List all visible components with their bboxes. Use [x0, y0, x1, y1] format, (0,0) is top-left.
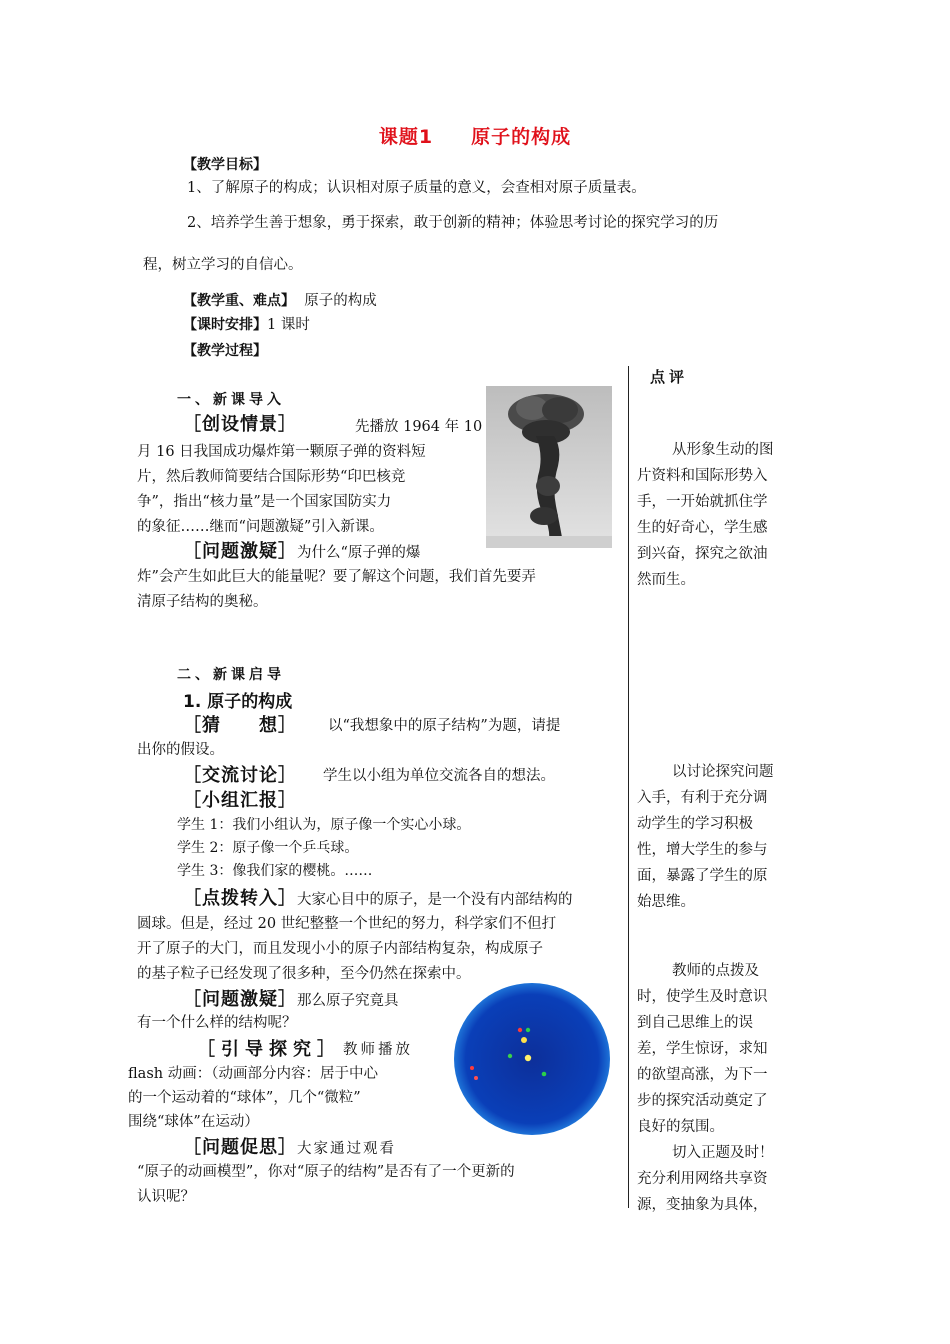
comment-1-line: 生的好奇心，学生感 [637, 520, 768, 536]
comment-3-line: 差，学生惊讶，求知 [637, 1041, 768, 1057]
turn-line-2: 圆球。但是，经过 20 世纪整整一个世纪的努力，科学家们不但打 [137, 916, 557, 932]
discuss-text: 学生以小组为单位交流各自的想法。 [323, 768, 555, 784]
section-2-heading: 二、新课启导 [177, 667, 285, 683]
key-header: 【教学重、难点】 [183, 293, 295, 309]
label-guess: ［猜 想］ [183, 715, 297, 736]
block-question-2 [183, 985, 399, 1014]
student-2: 学生 2：原子像一个乒乓球。 [177, 840, 359, 856]
scenario-line-1: 先播放 1964 年 10 [355, 419, 483, 435]
time-value: 1 课时 [267, 317, 310, 333]
comment-2 [637, 759, 789, 915]
process-header: 【教学过程】 [183, 343, 267, 359]
comment-3-line: 教师的点拨及 [672, 963, 759, 979]
goals-header: 【教学目标】 [183, 157, 267, 173]
page-title [0, 122, 950, 149]
comment-1 [637, 437, 789, 593]
question-1-line-1: 为什么“原子弹的爆 [297, 545, 421, 561]
label-scenario: ［创设情景］ [183, 414, 297, 435]
comment-3-line: 充分利用网络共享资 [637, 1171, 768, 1187]
title-text: 原子的构成 [471, 126, 572, 148]
atom-animation-image [452, 982, 612, 1136]
turn-line-4: 的基子粒子已经发现了很多种，至今仍然在探索中。 [137, 966, 471, 982]
question-2-line-2: 有一个什么样的结构呢？ [137, 1015, 297, 1031]
comment-3-line: 良好的氛围。 [637, 1119, 724, 1135]
guide-line-3: 的一个运动着的“球体”，几个“微粒” [128, 1090, 361, 1106]
block-guide [197, 1035, 341, 1061]
comment-3-line: 的欲望高涨，为下一 [637, 1067, 768, 1083]
time-header: 【课时安排】 [183, 317, 267, 333]
block-discuss [183, 761, 297, 787]
comment-1-line: 到兴奋，探究之欲油 [637, 546, 768, 562]
comment-1-line: 从形象生动的图 [672, 442, 774, 458]
think-line-1: 大家通过观看 [297, 1141, 396, 1157]
comment-3-line: 源，变抽象为具体， [637, 1197, 768, 1213]
comment-2-line: 入手，有利于充分调 [637, 790, 768, 806]
block-guess [183, 711, 297, 737]
comment-2-line: 面，暴露了学生的原 [637, 868, 768, 884]
subsection-1-heading: 1. 原子的构成 [183, 692, 293, 712]
label-discuss: ［交流讨论］ [183, 765, 297, 786]
time-arrangement [183, 314, 310, 336]
scenario-line-3: 片，然后教师简要结合国际形势“印巴核竞 [137, 469, 406, 485]
scenario-line-4: 争”，指出“核力量”是一个国家国防实力 [137, 494, 392, 510]
goal-item-1: 1、了解原子的构成；认识相对原子质量的意义，会查相对原子质量表。 [187, 180, 646, 196]
student-3: 学生 3：像我们家的樱桃。…… [177, 863, 373, 879]
guess-line-2: 出你的假设。 [137, 742, 224, 758]
question-1-line-2: 炸”会产生如此巨大的能量呢？要了解这个问题，我们首先要弄 [137, 569, 536, 585]
comment-2-line: 性，增大学生的参与 [637, 842, 768, 858]
guess-line-1: 以“我想象中的原子结构”为题，请提 [328, 718, 561, 734]
key-points [183, 290, 377, 312]
question-1-line-3: 清原子结构的奥秘。 [137, 594, 268, 610]
label-think: ［问题促思］ [183, 1137, 297, 1158]
comment-1-line: 然而生。 [637, 572, 695, 588]
scenario-line-2: 月 16 日我国成功爆炸第一颗原子弹的资料短 [137, 444, 426, 460]
goal-item-2-line-2: 程，树立学习的自信心。 [143, 257, 303, 273]
scenario-line-5: 的象征……继而“问题激疑”引入新课。 [137, 519, 384, 535]
label-question-2: ［问题激疑］ [183, 989, 297, 1010]
comment-2-line: 以讨论探究问题 [672, 764, 774, 780]
block-scenario [183, 412, 297, 439]
comment-3-line: 切入正题及时！ [672, 1145, 774, 1161]
comment-2-line: 始思维。 [637, 894, 695, 910]
comment-1-line: 片资料和国际形势入 [637, 468, 768, 484]
comment-header: 点评 [650, 368, 689, 386]
label-question-1: ［问题激疑］ [183, 541, 297, 562]
think-line-2: “原子的动画模型”，你对“原子的结构”是否有了一个更新的 [137, 1164, 515, 1180]
key-value: 原子的构成 [304, 293, 377, 309]
label-report: ［小组汇报］ [183, 790, 297, 811]
column-divider [628, 366, 629, 1208]
label-guide: ［引导探究］ [197, 1039, 341, 1060]
comment-3-line: 到自己思维上的误 [637, 1015, 753, 1031]
mushroom-cloud-photo [486, 386, 612, 548]
think-line-3: 认识呢？ [137, 1189, 195, 1205]
block-turn [183, 884, 573, 913]
title-number: 课题1 [378, 126, 434, 148]
turn-line-1: 大家心目中的原子，是一个没有内部结构的 [297, 892, 573, 908]
comment-3-line: 时，使学生及时意识 [637, 989, 768, 1005]
block-question-1 [183, 537, 420, 566]
block-think [183, 1133, 396, 1162]
comment-2-line: 动学生的学习积极 [637, 816, 753, 832]
label-turn: ［点拨转入］ [183, 888, 297, 909]
guide-line-4: 围绕“球体”在运动） [128, 1114, 259, 1130]
guide-line-2: flash 动画：（动画部分内容：居于中心 [128, 1066, 378, 1082]
section-1-heading: 一、新课导入 [177, 392, 285, 408]
comment-3-line: 步的探究活动奠定了 [637, 1093, 768, 1109]
turn-line-3: 开了原子的大门，而且发现小小的原子内部结构复杂，构成原子 [137, 941, 543, 957]
goal-item-2-line-1: 2、培养学生善于想象，勇于探索，敢于创新的精神；体验思考讨论的探究学习的历 [187, 215, 719, 231]
block-report [183, 786, 297, 812]
student-1: 学生 1：我们小组认为，原子像一个实心小球。 [177, 817, 471, 833]
comment-1-line: 手，一开始就抓住学 [637, 494, 768, 510]
comment-3 [637, 958, 789, 1218]
question-2-line-1: 那么原子究竟具 [297, 993, 399, 1009]
guide-line-1: 教师播放 [343, 1042, 413, 1058]
